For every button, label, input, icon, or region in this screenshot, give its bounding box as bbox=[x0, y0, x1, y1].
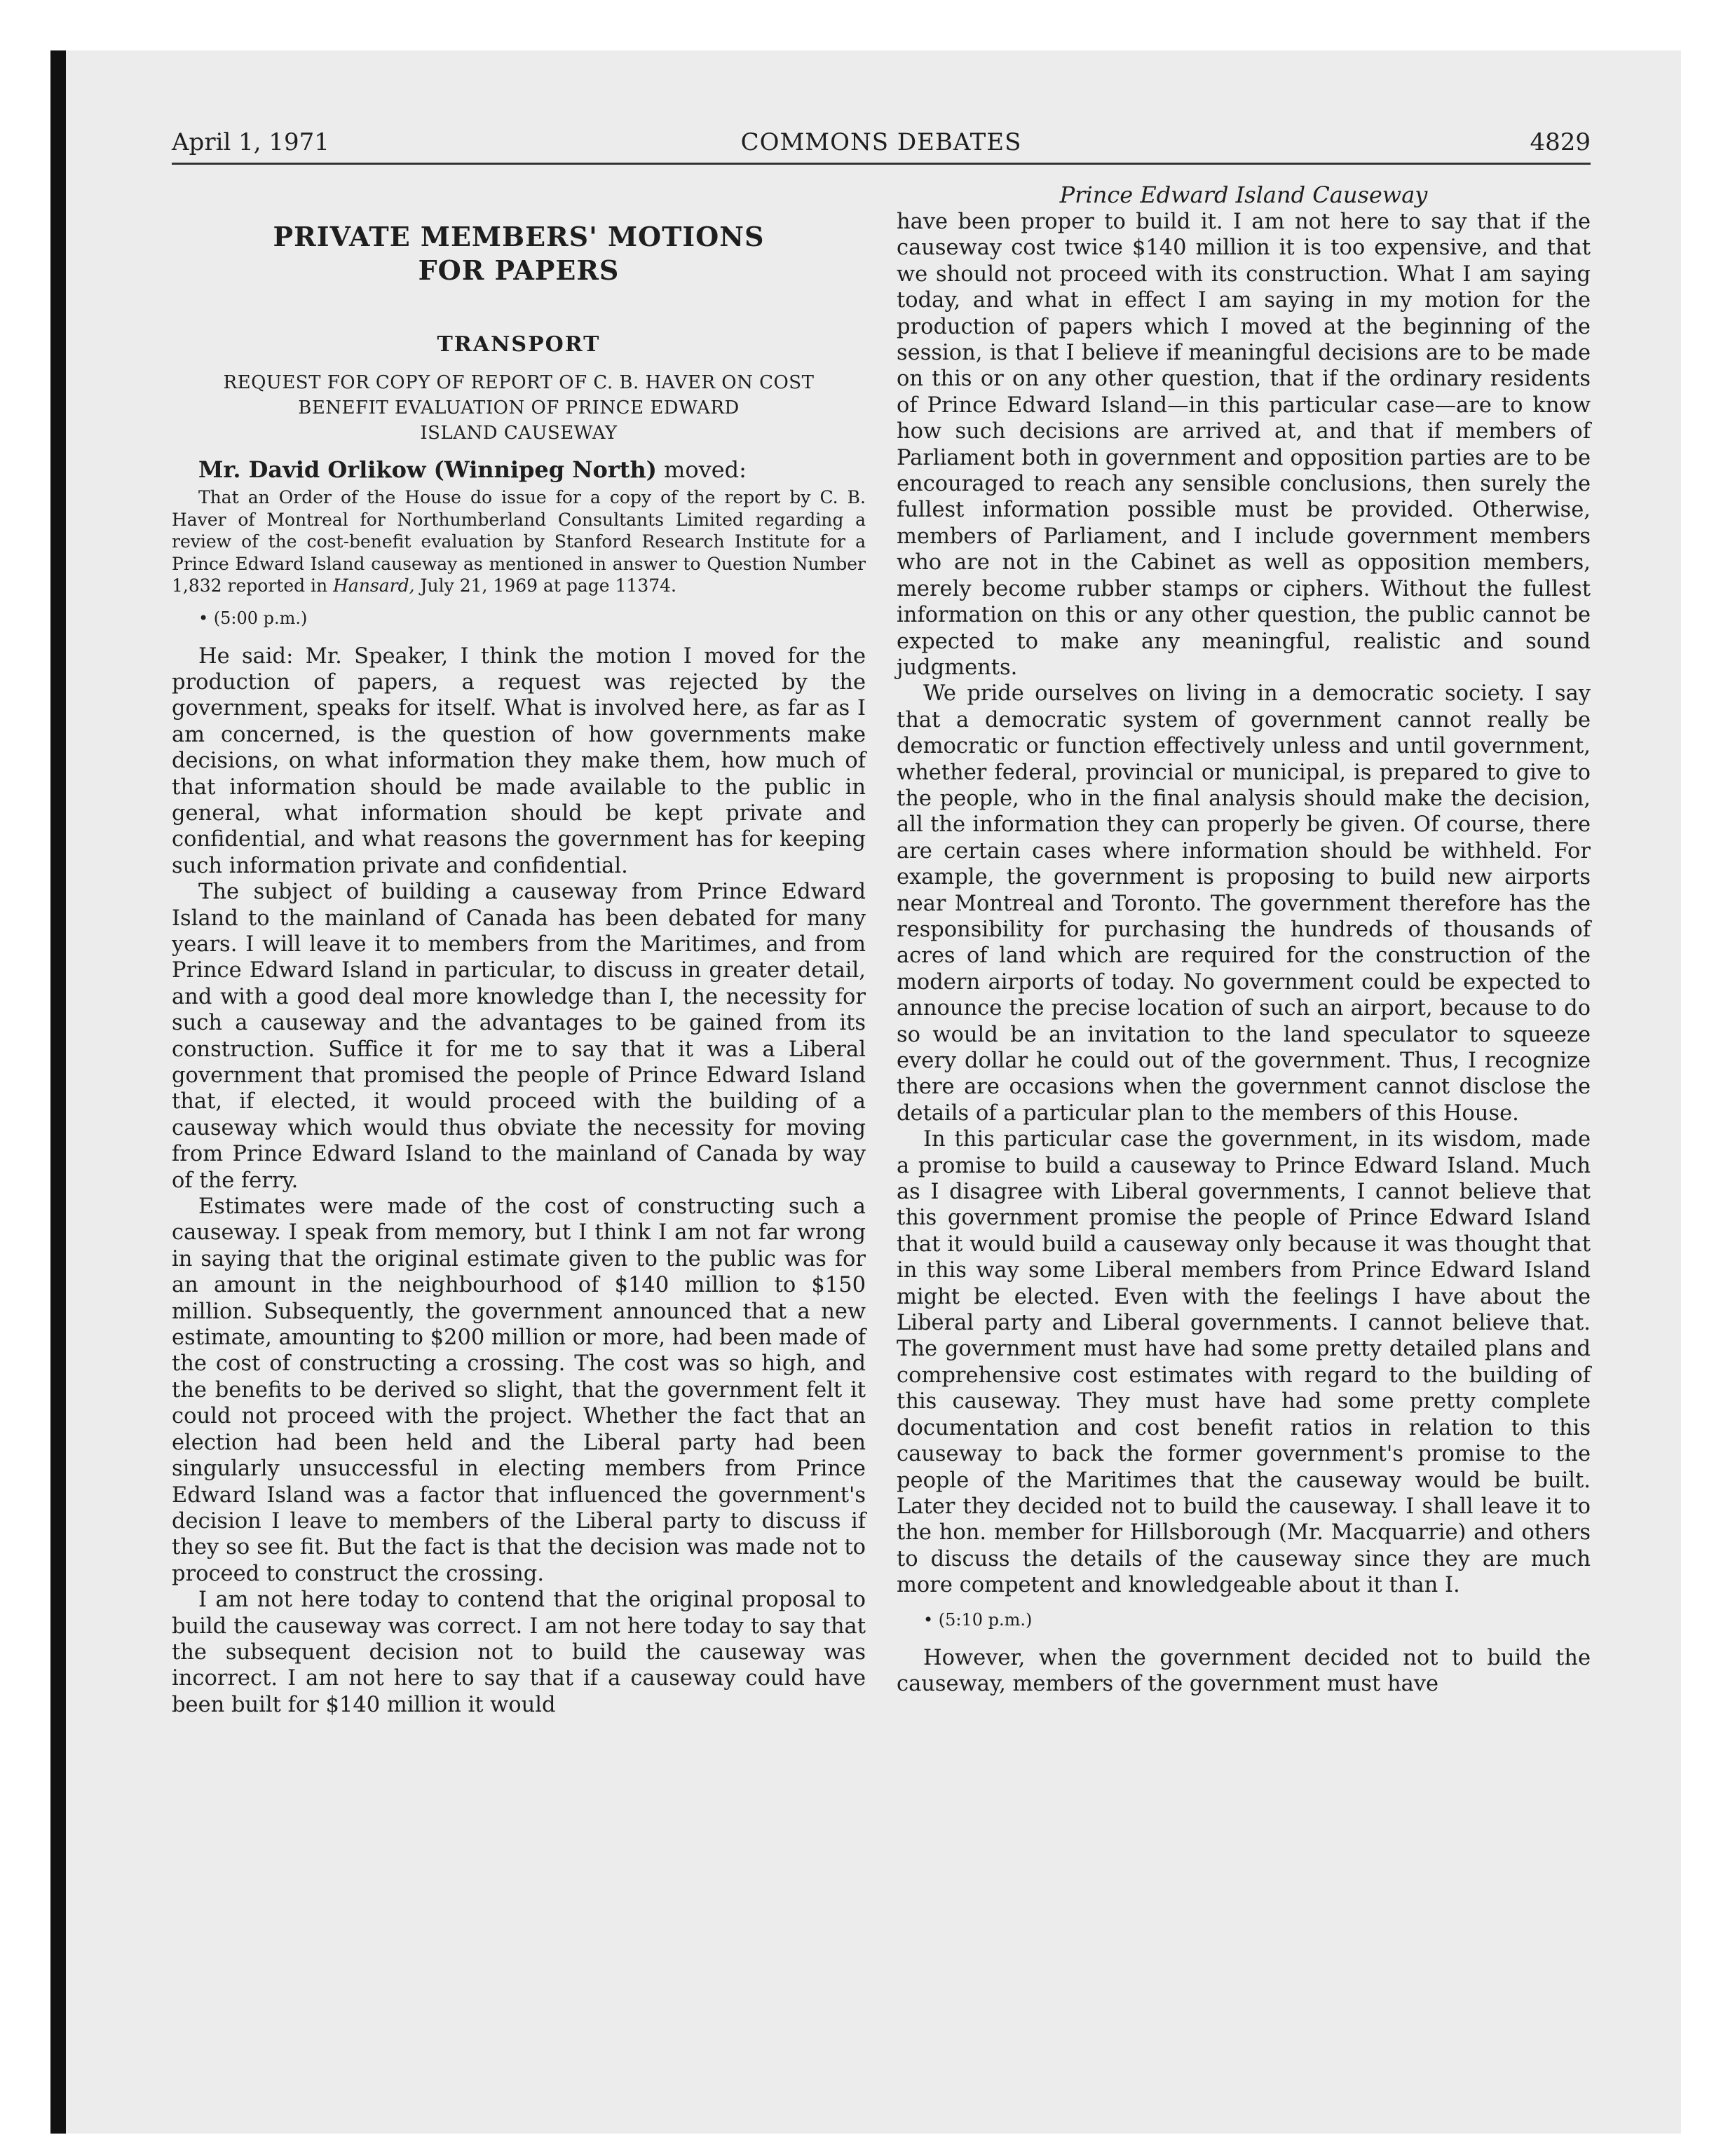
request-line-3: ISLAND CAUSEWAY bbox=[420, 423, 618, 444]
mover-line bbox=[172, 456, 866, 484]
motion-hansard: Hansard, bbox=[333, 575, 415, 596]
paragraph: Estimates were made of the cost of constructing such a causeway. I speak from memory, but I think I am not far wrong in saying that the original estimate given to the public was for an amount in the neighbourhood of $140 million to $150 million. Subsequently, the government announced that a new estimate, amounting to $200 million or more, had been made of the cost of constructing a crossing. The cost was so high, and the benefits to be derived so slight, that the government felt it could not proceed with the project. Whether the fact that an election had been held and the Liberal party had been singularly unsuccessful in electing members from Prince Edward Island was a factor that influenced the government's decision I leave to members of the Liberal party to discuss if they so see fit. But the fact is that the decision was made not to proceed to construct the crossing. bbox=[172, 1194, 866, 1586]
request-heading bbox=[172, 370, 866, 446]
header-title: COMMONS DEBATES bbox=[740, 128, 1022, 156]
header-date: April 1, 1971 bbox=[172, 128, 329, 156]
timestamp-2: • (5:10 p.m.) bbox=[923, 1609, 1033, 1630]
section-title bbox=[172, 220, 866, 287]
timestamp-1: • (5:00 p.m.) bbox=[198, 608, 308, 628]
paragraph: We pride ourselves on living in a democratic society. I say that a democratic system of government cannot really be democratic or function effectively unless and until government, whether federal, provincial or municipal, is prepared to give to the people, who in the final analysis should make the decision, all the information they can properly be given. Of course, there are certain cases where information should be withheld. For example, the government is proposing to build new airports near Montreal and Toronto. The government therefore has the responsibility for purchasing the hundreds of thousands of acres of land which are required for the construction of the modern airports of today. No government could be expected to announce the precise location of such an airport, because to do so would be an invitation to the land speculator to squeeze every dollar he could out of the government. Thus, I recognize there are occasions when the government cannot disclose the details of a particular plan to the members of this House. bbox=[897, 681, 1591, 1126]
paragraph: However, when the government decided not to build the causeway, members of the government must have bbox=[897, 1645, 1591, 1696]
right-column bbox=[897, 184, 1591, 1697]
paragraph-continued: have been proper to build it. I am not here to say that if the causeway cost twice $140 million it is too expensive, and that we should not proceed with its construction. What I am saying today, and what in effect I am saying in my motion for the production of papers which I moved at the beginning of the session, is that I believe if meaningful decisions are to be made on this or on any other question, that if the ordinary residents of Prince Edward Island—in this particular case—are to know how such decisions are arrived at, and that if members of Parliament both in government and opposition parties are to be encouraged to reach any sensible conclusions, then surely the fullest information possible must be provided. Otherwise, members of Parliament, and I include government members who are not in the Cabinet as well as opposition members, merely become rubber stamps or ciphers. Without the fullest information on this or any other question, the public cannot be expected to make any meaningful, realistic and sound judgments. bbox=[897, 210, 1591, 680]
motion-text bbox=[172, 486, 866, 597]
section-title-line-2: FOR PAPERS bbox=[418, 254, 620, 286]
request-line-2: BENEFIT EVALUATION OF PRINCE EDWARD bbox=[298, 397, 740, 418]
paragraph: The subject of building a causeway from Prince Edward Island to the mainland of Canada has been debated for many years. I will leave it to members from the Maritimes, and from Prince Edward Island in particular, to discuss in greater detail, and with a good deal more knowledge than I, the necessity for such a causeway and the advantages to be gained from its construction. Suffice it for me to say that it was a Liberal government that promised the people of Prince Edward Island that, if elected, it would proceed with the building of a causeway which would thus obviate the necessity for moving from Prince Edward Island to the mainland of Canada by way of the ferry. bbox=[172, 880, 866, 1193]
subject-heading: TRANSPORT bbox=[437, 332, 601, 357]
scan-edge-bar bbox=[50, 50, 66, 2134]
mover-name: Mr. David Orlikow (Winnipeg North) bbox=[198, 456, 657, 483]
paragraph: He said: Mr. Speaker, I think the motion I moved for the production of papers, a request was rejected by the government, speaks for itself. What is involved here, as far as I am concerned, is the question of how governments make decisions, on what information they make them, how much of that information should be made available to the public in general, what information should be kept private and confidential, and what reasons the government has for keeping such information private and confidential. bbox=[172, 643, 866, 878]
motion-body: That an Order of the House do issue for a copy of the report by C. B. Haver of Montreal for Northumberland Consultants Limited regarding a review of the cost-benefit evaluation by Stanford Research Institute for a Prince Edward Island causeway as mentioned in answer to Question Number 1,832 reported in bbox=[172, 487, 866, 596]
motion-date: July 21, 1969 at page 11374. bbox=[420, 575, 677, 596]
paragraph: In this particular case the government, in its wisdom, made a promise to build a causeway to Prince Edward Island. Much as I disagree with Liberal governments, I cannot believe that this government promise the people of Prince Edward Island that it would build a causeway only because it was thought that in this way some Liberal members from Prince Edward Island might be elected. Even with the feelings I have about the Liberal party and Liberal governments. I cannot believe that. The government must have had some pretty detailed plans and comprehensive cost estimates with regard to the building of this causeway. They must have had some pretty complete documentation and cost benefit ratios in relation to this causeway to back the former government's promise to the people of the Maritimes that the causeway would be built. Later they decided not to build the causeway. I shall leave it to the hon. member for Hillsborough (Mr. Macquarrie) and others to discuss the details of the causeway since they are much more competent and knowledgeable about it than I. bbox=[897, 1127, 1591, 1598]
page-number: 4829 bbox=[1530, 128, 1591, 156]
left-column bbox=[172, 184, 866, 1718]
request-line-1: REQUEST FOR COPY OF REPORT OF C. B. HAVER ON COST bbox=[223, 372, 815, 393]
running-head: Prince Edward Island Causeway bbox=[1059, 182, 1428, 208]
mover-action: moved: bbox=[664, 456, 747, 483]
section-title-line-1: PRIVATE MEMBERS' MOTIONS bbox=[273, 221, 765, 252]
page-header bbox=[172, 126, 1591, 165]
paragraph: I am not here today to contend that the original proposal to build the causeway was correct. I am not here today to say that the subsequent decision not to build the causeway was incorrect. I am not here to say that if a causeway could have been built for $140 million it would bbox=[172, 1588, 866, 1717]
